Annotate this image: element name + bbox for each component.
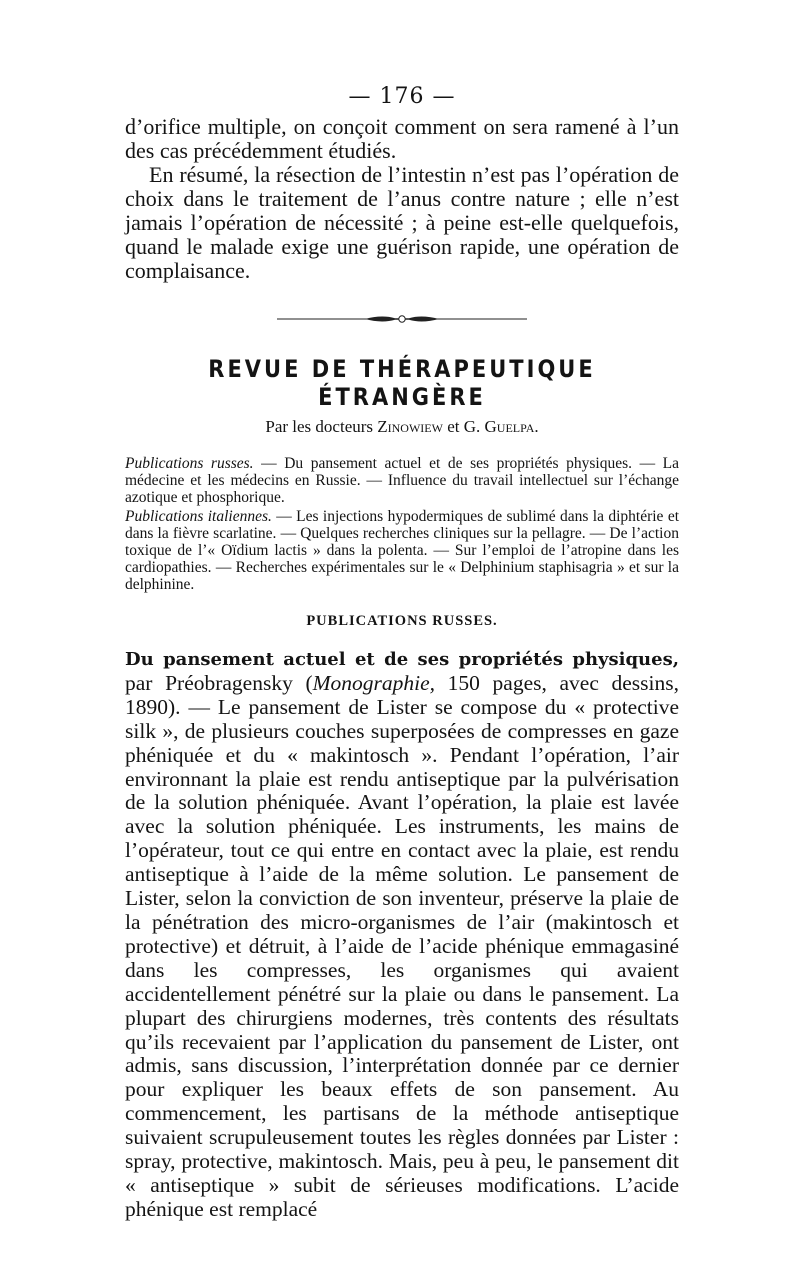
article-paragraph — [125, 647, 679, 1222]
article-body: — Le pansement de Lister se compose du « protective silk », de plusieurs couches superposées de compresses en gaze phéniquée et du « makintosch ». Pendant l’opération, l’air environnant la plaie est rendu antiseptique par la pulvérisation de la solution phéniquée. Avant l’opération, la plaie est lavée avec la solution phéniquée. Les instruments, les mains de l’opérateur, tout ce qui entre en contact avec la plaie, est rendu antiseptique à l’aide de la même solution. Le pansement de Lister, selon la conviction de son inventeur, préserve la plaie de la pénétration des micro-organismes de l’air (makintosch et protective) et détruit, à l’aide de l’acide phénique emmagasiné dans les compresses, les organismes qui avaient accidentellement pénétré sur la plaie ou dans le pansement. La plupart des chirurgiens modernes, très contents des résultats qu’ils recevaient par l’application du pansement de Lister, ont admis, sans discussion, l’interprétation donnée par ce dernier pour expliquer les beaux effets de son pansement. Au commencement, les partisans de la méthode antiseptique suivaient scrupuleusement toutes les règles données par Lister : spray, protective, makintosch. Mais, peu à peu, le pansement dit « antiseptique » subit de sérieuses modifications. L’acide phénique est remplacé — [125, 694, 679, 1221]
subheading: PUBLICATIONS RUSSES. — [306, 613, 498, 629]
summary-russian-label: Publications russes. — [125, 455, 254, 472]
article-byline: par Préobragensky ( — [125, 670, 313, 695]
page-number: — 176 — — [348, 84, 456, 109]
article-meta: 150 pages, avec dessins, 1890). — [125, 670, 679, 719]
author-1: Zinowiew — [377, 417, 443, 436]
author-2: G. Guelpa. — [463, 417, 539, 436]
article-title: Du pansement actuel et de ses propriétés physiques, — [125, 649, 679, 670]
summary-russian — [125, 455, 679, 506]
article-work: Monographie, — [312, 670, 436, 695]
summary-italian — [125, 508, 679, 593]
intro-paragraph-2 — [125, 163, 679, 283]
authors-joiner: et — [447, 417, 460, 436]
intro-paragraph-1-text: d’orifice multiple, on conçoit comment on sera ramené à l’un des cas précédemment étudiés. — [125, 114, 679, 163]
authors-prefix: Par les docteurs — [265, 417, 374, 436]
summary-russian-text: — Du pansement actuel et de ses propriétés physiques. — La médecine et les médecins en Russie. — Influence du travail intellectuel sur l’échange azotique et phosphorique. — [125, 455, 679, 506]
ornament-divider — [277, 315, 527, 323]
section-title: REVUE DE THÉRAPEUTIQUE ÉTRANGÈRE — [208, 355, 596, 411]
section-authors — [125, 417, 679, 437]
intro-paragraph-1 — [125, 115, 679, 163]
book-page — [125, 84, 679, 1222]
intro-paragraph-2-text: En résumé, la résection de l’intestin n’est pas l’opération de choix dans le traitement de l’anus contre nature ; elle n’est jamais l’opération de nécessité ; à peine est-elle quelquefois, quand le malade exige une guérison rapide, une opération de complaisance. — [125, 162, 679, 283]
summary-italian-text: — Les injections hypodermiques de sublimé dans la diphtérie et dans la fièvre scarlatine. — Quelques recherches cliniques sur la pellagre. — De l’action toxique de l’« Oïdium lactis » dans la polenta. — Sur l’emploi de l’atropine dans les cardiopathies. — Recherches expérimentales sur le « Delphinium staphisagria » et sur la delphinine. — [125, 508, 680, 593]
summary-italian-label: Publications italiennes. — [125, 508, 272, 525]
